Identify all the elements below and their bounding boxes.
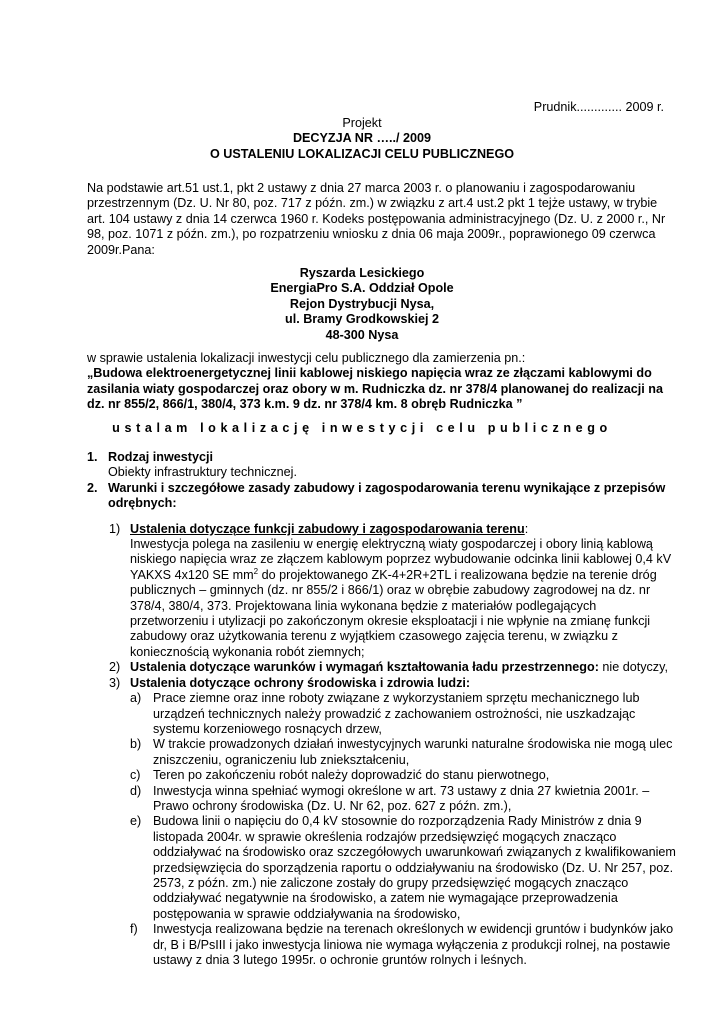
place-date: Prudnik............. 2009 r. (533, 100, 664, 114)
intro-paragraph (87, 181, 666, 258)
item-letter: a) (130, 691, 142, 706)
lettered-item (130, 814, 676, 922)
subsection-line: publicznych – gminnych (dz. nr 855/2 i 866/1) oraz w obrębie zabudowy zagrodowej na dz. nr (130, 583, 651, 598)
item-line: Budowa linii o napięciu do 0,4 kV stosownie do rozporządzenia Rady Ministrów z dnia 9 (153, 814, 642, 829)
item-line: Inwestycja winna spełniać wymogi określone w art. 73 ustawy z dnia 27 kwietnia 2001r. – (153, 783, 650, 798)
subsection-line: do projektowanego ZK-4+2R+2TL i realizowana będzie na terenie dróg (258, 567, 657, 582)
intro-line: przestrzennym (Dz. U. Nr 80, poz. 717 z późn. zm.) w związku z art.4 ust.2 pkt 1 tejże ustawy, w trybie (87, 196, 658, 211)
item-letter: f) (130, 922, 138, 937)
item-line: urządzeń technicznych należy prowadzić z zachowaniem ostrożności, nie uszkadzając (153, 706, 636, 721)
subsection-text: nie dotyczy, (598, 660, 668, 675)
subsection-line: niskiego napięcia wraz ze złączem kablowym poprzez wybudowanie odcinka linii kablowej 0,4 kV (130, 552, 672, 567)
section-title: Warunki i szczegółowe zasady zabudowy i zagospodarowania terenu wynikające z przepisów (108, 480, 666, 495)
subsection-title: Ustalenia dotyczące funkcji zabudowy i zagospodarowania terenu (130, 521, 525, 536)
applicant-name: Ryszarda Lesickiego (299, 266, 425, 280)
item-line: zniszczeniu, ograniczeniu lub zniekształceniu, (153, 752, 410, 767)
item-line: postępowania w sprawie oddziaływania na środowisko, (153, 906, 461, 921)
subsection-title: Ustalenia dotyczące ochrony środowiska i zdrowia ludzi: (130, 675, 471, 690)
item-line: dr, B i B/PsIII i jako inwestycja liniowa nie wymaga wyłączenia z produkcji rolnej, na postawie (153, 937, 671, 952)
superscript: 2 (253, 566, 259, 576)
item-line: przedsięwzięcia do sporządzenia raportu o oddziaływaniu na środowisko (Dz. U. Nr 257, poz. (153, 860, 674, 875)
item-line: systemu korzeniowego rosnących drzew, (153, 721, 382, 736)
item-line: Prawo ochrony środowiska (Dz. U. Nr 62, poz. 627 z późn. zm.), (153, 798, 512, 813)
subsection-line: Inwestycja polega na zasileniu w energię elektryczną wiaty gospodarczej i obory linią kablową (130, 537, 653, 552)
subsection-1 (109, 521, 672, 661)
item-line: W trakcie prowadzonych działań inwestycyjnych warunki naturalne środowiska nie mogą ulec (153, 737, 673, 752)
investment-title-line: zasilania wiaty gospodarczej oraz obory w m. Rudniczka dz. nr 378/4 planowanej do realizacji na (87, 381, 663, 396)
applicant-street: ul. Bramy Grodkowskiej 2 (285, 312, 439, 327)
section-title: odrębnych: (108, 496, 177, 511)
intro-line: 2009r.Pana: (87, 242, 155, 257)
item-line: 2573, z późn. zm.) nie zaliczone zostały do grupy przedsięwzięć mogących znacząco (153, 875, 629, 890)
section-title: Rodzaj inwestycji (108, 450, 213, 464)
subsection-colon: : (524, 521, 529, 536)
intro-line: Na podstawie art.51 ust.1, pkt 2 ustawy z dnia 27 marca 2003 r. o planowaniu i zagospodarowaniu (87, 181, 636, 195)
applicant-block (0, 266, 724, 343)
section-number: 2. (87, 480, 98, 495)
section-text: Obiekty infrastruktury technicznej. (108, 465, 297, 480)
section-1 (87, 450, 657, 481)
matter-paragraph (87, 351, 663, 413)
lettered-item (130, 691, 657, 737)
item-letter: d) (130, 783, 142, 798)
decree-text: ustalam lokalizację inwestycji celu publicznego (112, 421, 612, 435)
subsection-title: Ustalenia dotyczące warunków i wymagań kształtowania ładu przestrzennego: (130, 660, 599, 675)
intro-line: art. 104 ustawy z dnia 14 czerwca 1960 r. Kodeks postępowania administracyjnego (Dz. U. z 2000 r., Nr (87, 211, 666, 226)
lettered-list (130, 691, 676, 968)
item-letter: c) (130, 768, 141, 783)
item-line: ustawy z dnia 3 lutego 1995r. o ochronie gruntów rolnych i leśnych. (153, 953, 527, 967)
document-header (0, 116, 724, 162)
subsection-number: 2) (109, 660, 121, 675)
intro-line: 98, poz. 1071 z późn. zm.), po rozpatrzeniu wniosku z dnia 06 maja 2009r., poprawionego 09 czerwca (87, 227, 656, 242)
subsection-2 (109, 660, 668, 675)
subsection-number: 3) (109, 675, 121, 690)
item-line: Prace ziemne oraz inne roboty związane z wykorzystaniem sprzętu mechanicznego lub (153, 691, 640, 706)
lettered-item (130, 768, 657, 783)
item-line: Inwestycja realizowana będzie na terenach określonych w ewidencji gruntów i budynków jako (153, 922, 674, 937)
cable-spec: YAKXS 4x120 SE mm (130, 567, 254, 582)
decree-line (0, 421, 724, 436)
applicant-company: EnergiaPro S.A. Oddział Opole (270, 281, 454, 296)
section-number: 1. (87, 450, 98, 464)
item-line: Teren po zakończeniu robót należy doprowadzić do stanu pierwotnego, (153, 768, 550, 783)
item-line: listopada 2004r. w sprawie określenia rodzajów przedsięwzięć mogących znacząco (153, 829, 617, 844)
subsection-line: 378/4, 380/4, 373. Projektowana linia wykonana będzie z materiałów podlegających (130, 598, 597, 613)
subsection-line: koniecznością wykonania robót ziemnych; (130, 644, 365, 659)
subsection-3 (109, 675, 676, 969)
lettered-item (130, 922, 674, 968)
decision-number: DECYZJA NR …../ 2009 (292, 131, 432, 146)
investment-title-line: „Budowa elektroenergetycznej linii kablowej niskiego napięcia wraz ze złączami kablowymi do (87, 366, 652, 381)
matter-lead: w sprawie ustalenia lokalizacji inwestycji celu publicznego dla zamierzenia pn.: (87, 351, 526, 365)
item-letter: b) (130, 737, 142, 752)
item-line: oddziaływać negatywnie na środowisko, a zatem nie wymagające przeprowadzenia (153, 891, 618, 906)
item-letter: e) (130, 814, 142, 829)
lettered-item (130, 784, 657, 815)
subsection-line: przetworzeniu i utylizacji po zakończonym okresie eksploatacji i nie wpłynie na zmianę funkcji (130, 614, 651, 629)
item-line: oddziaływać na środowisko oraz szczegółowych uwarunkowań związanych z kwalifikowaniem (153, 845, 676, 860)
subsection-number: 1) (109, 521, 121, 536)
section-2 (87, 480, 676, 969)
project-label: Projekt (342, 116, 382, 130)
section-list (87, 450, 676, 968)
applicant-unit: Rejon Dystrybucji Nysa, (289, 296, 435, 311)
applicant-city: 48-300 Nysa (325, 327, 399, 342)
decision-title: O USTALENIU LOKALIZACJI CELU PUBLICZNEGO (209, 146, 515, 161)
subsection-line: zabudowy oraz użytkowania terenu z wyjątkiem czasowego zajęcia terenu, w związku z (130, 629, 618, 644)
investment-title-line: dz. nr 855/2, 866/1, 380/4, 373 k.m. 9 dz. nr 378/4 km. 8 obręb Rudniczka ” (87, 397, 523, 412)
lettered-item (130, 737, 673, 768)
